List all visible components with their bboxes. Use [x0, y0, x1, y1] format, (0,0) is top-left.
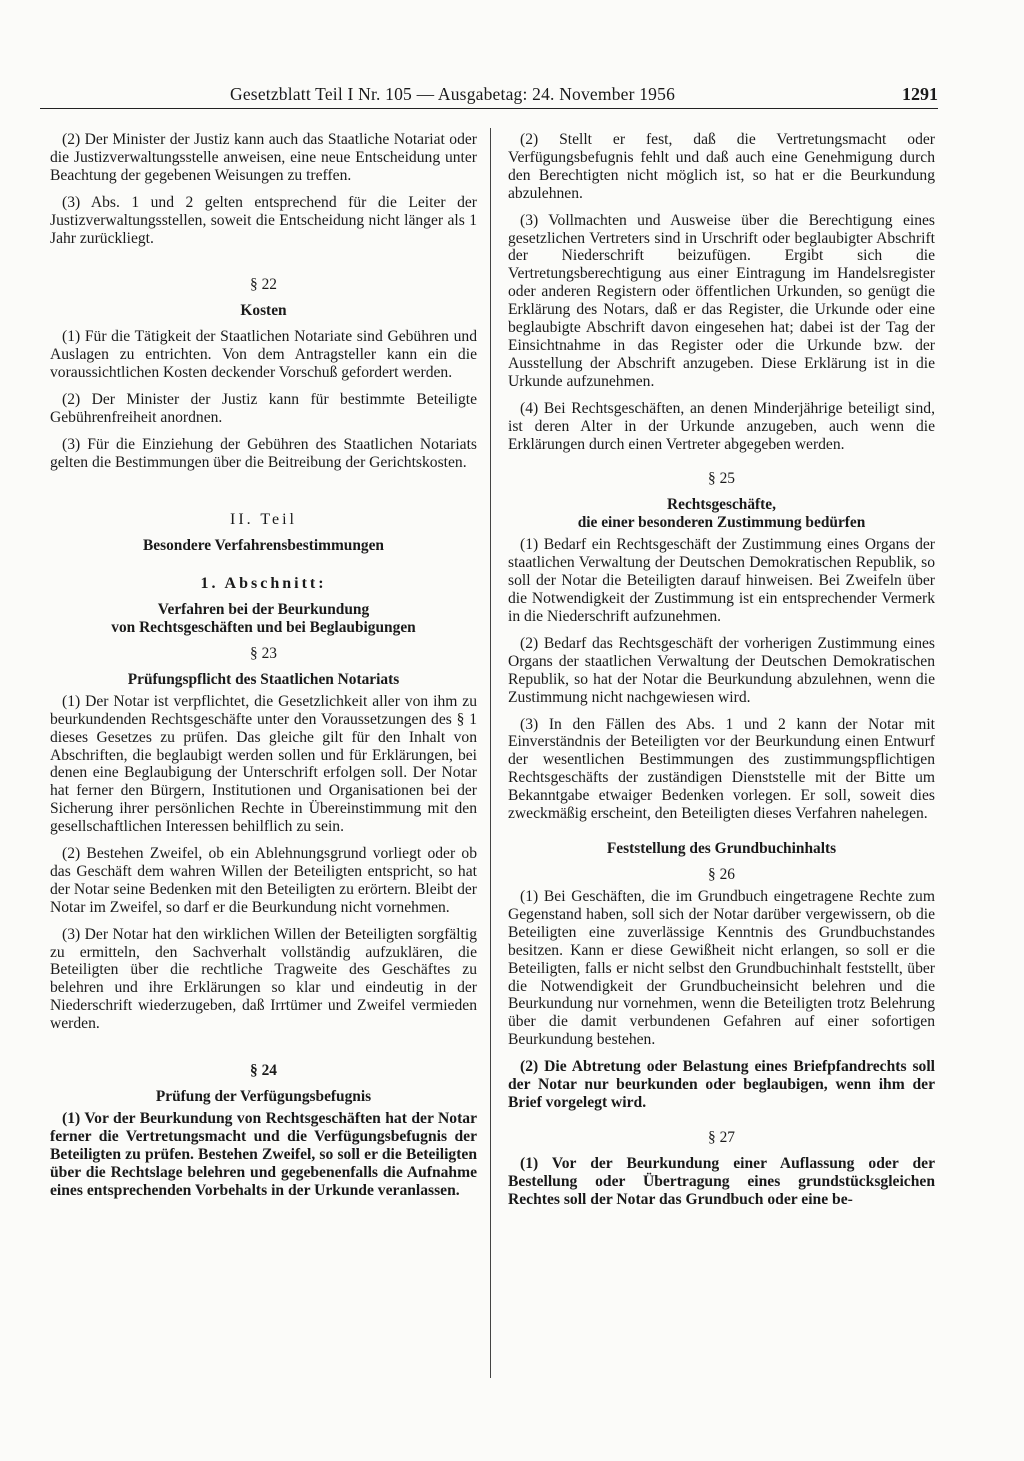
paragraph: (3) Für die Einziehung der Gebühren des Staatlichen Notariats gelten die Bestimmungen über die Beitreibung der Gerichtskosten.	[50, 435, 477, 471]
section-number: § 27	[708, 1128, 735, 1146]
paragraph: (3) Abs. 1 und 2 gelten entsprechend für die Leiter der Justizverwaltungsstellen, soweit die Entscheidung nicht länger als 1 Jahr zurückliegt.	[50, 193, 477, 247]
paragraph: (1) Bei Geschäften, die im Grundbuch eingetragene Rechte zum Gegenstand haben, soll sich der Notar darüber vergewissern, ob die Beteiligten eine zuverlässige Kenntnis des Grundbuchstandes besitzen. Kann er diese Gewißheit nicht erlangen, so soll er die Beteiligten, falls er nicht selbst den Grundbuchinhalt feststellt, über die Notwendigkeit der Grundbucheinsicht belehren und die Beurkundung nur vornehmen, wenn die Beteiligten trotz Belehrung über die damit verbundenen Gefahren auf einer sofortigen Beurkundung bestehen.	[508, 888, 935, 1049]
paragraph: (1) Vor der Beurkundung einer Auflassung oder der Bestellung oder Übertragung eines grundstücksgleichen Rechtes soll der Notar das Grundbuch oder eine be-	[508, 1154, 935, 1208]
chapter-title: 1. Abschnitt:	[200, 574, 327, 592]
section-title: Prüfungspflicht des Staatlichen Notariats	[127, 670, 400, 688]
paragraph: (4) Bei Rechtsgeschäften, an denen Minderjährige beteiligt sind, ist deren Alter in der Urkunde anzugeben, auch wenn die Erklärungen durch einen Vertreter abgegeben werden.	[508, 399, 935, 453]
chapter-heading-line: von Rechtsgeschäften und bei Beglaubigungen	[111, 618, 416, 636]
section-title-line: die einer besonderen Zustimmung bedürfen	[577, 514, 866, 532]
paragraph: (2) Der Minister der Justiz kann auch das Staatliche Notariat oder die Justizverwaltungsstelle anweisen, eine neue Entscheidung unter Beachtung der gegebenen Weisungen zu treffen.	[50, 131, 477, 184]
section-number: § 26	[708, 866, 735, 883]
paragraph: (3) In den Fällen des Abs. 1 und 2 kann der Notar mit Einverständnis der Beteiligten vor der Beurkundung einen Entwurf der wesentlichen Bestimmungen des zustimmungspflichtigen Rechtsgeschäfts der zuständigen Dienststelle mit der Bitte um Bekanntgabe etwaiger Bedenken vorlegen. Er soll, soweit dies zweckmäßig erscheint, den Beteiligten dieses Verfahren nahelegen.	[508, 715, 935, 823]
paragraph: (2) Die Abtretung oder Belastung eines Briefpfandrechts soll der Notar nur beurkunden oder beglaubigen, wenn ihm der Brief vorgelegt wird.	[508, 1058, 935, 1111]
subheading: Feststellung des Grundbuchinhalts	[606, 840, 837, 857]
section-title: Prüfung der Verfügungsbefugnis	[155, 1088, 372, 1106]
paragraph: (1) Vor der Beurkundung von Rechtsgeschäften hat der Notar ferner die Vertretungsmacht und die Verfügungsbefugnis der Beteiligten zu prüfen. Bestehen Zweifel, so soll er die Beteiligten über die Rechtslage belehren und gegebenenfalls die Aufnahme eines entsprechenden Vorbehalts in der Urkunde veranlassen.	[50, 1110, 477, 1199]
paragraph: (2) Stellt er fest, daß die Vertretungsmacht oder Verfügungsbefugnis fehlt und daß auch eine Genehmigung durch den Berechtigten nicht möglich ist, so hat er die Beurkundung abzulehnen.	[508, 131, 935, 202]
paragraph: (3) Vollmachten und Ausweise über die Berechtigung eines gesetzlichen Vertreters sind in Urschrift oder beglaubigter Abschrift der Niederschrift beizufügen. Ergibt sich die Vertretungsberechtigung aus einer Eintragung im Handelsregister oder anderen Registern oder öffentlichen Urkunden, so genügt die Erklärung des Notars, daß er das Register, die Urkunde oder eine beglaubigte Abschrift davon eingesehen hat; dabei ist der Tag der Einsichtnahme in das Register oder die Urkunde bzw. der Ausstellung der Abschrift anzugeben. Diese Erklärung ist in die Urkunde aufzunehmen.	[508, 211, 935, 390]
running-title: Gesetzblatt Teil I Nr. 105 — Ausgabetag: 24. November 1956	[230, 84, 676, 104]
section-number: § 22	[250, 276, 277, 294]
page-header	[40, 84, 938, 110]
paragraph: (1) Bedarf ein Rechtsgeschäft der Zustimmung eines Organs der staatlichen Verwaltung der Deutschen Demokratischen Republik, so soll der Notar die Beteiligten darauf hinweisen. Bei Zweifeln über die Notwendigkeit der Zustimmung ist ein entsprechender Vermerk in die Niederschrift aufzunehmen.	[508, 536, 935, 626]
paragraph: (2) Bedarf das Rechtsgeschäft der vorherigen Zustimmung eines Organs der staatlichen Verwaltung der Deutschen Demokratischen Republik, so hat der Notar die Beurkundung abzulehnen, wenn die Zustimmung nicht nachgewiesen wird.	[508, 634, 935, 706]
section-number: § 23	[250, 644, 277, 662]
paragraph: (1) Für die Tätigkeit der Staatlichen Notariate sind Gebühren und Auslagen zu entrichten. Von dem Antragsteller kann ein die voraussichtlichen Kosten deckender Vorschuß gefordert werden.	[50, 328, 477, 382]
section-number: § 25	[708, 470, 735, 488]
section-title-line: Rechtsgeschäfte,	[667, 496, 776, 514]
chapter-heading-line: Verfahren bei der Beurkundung	[157, 600, 370, 618]
paragraph: (2) Bestehen Zweifel, ob ein Ablehnungsgrund vorliegt oder ob das Geschäft dem wahren Willen der Beteiligten entspricht, so hat der Notar seine Bedenken mit den Beteiligten zu erörtern. Bleibt der Notar im Zweifel, so darf er die Beurkundung nicht vornehmen.	[50, 845, 477, 916]
part-title: II. Teil	[229, 510, 297, 528]
section-number: § 24	[250, 1062, 277, 1080]
left-column	[50, 131, 477, 1209]
header-rule	[40, 108, 938, 109]
part-subtitle: Besondere Verfahrensbestimmungen	[143, 536, 384, 554]
paragraph: (3) Der Notar hat den wirklichen Willen der Beteiligten sorgfältig zu ermitteln, den Sachverhalt vollständig aufzuklären, die Beteiligten über die rechtliche Tragweite des Geschäftes zu belehren und ihre Erklärungen so klar und eindeutig in der Niederschrift wiederzugeben, daß Irrtümer und Zweifel vermieden werden.	[50, 925, 477, 1033]
right-column	[508, 131, 935, 1218]
paragraph: (2) Der Minister der Justiz kann für bestimmte Beteiligte Gebührenfreiheit anordnen.	[50, 391, 477, 427]
paragraph: (1) Der Notar ist verpflichtet, die Gesetzlichkeit aller von ihm zu beurkundenden Rechtsgeschäfte unter den Voraussetzungen des § 1 dieses Gesetzes zu prüfen. Das gleiche gilt für den Inhalt von Abschriften, die beglaubigt werden sollen und für Erklärungen, bei denen eine Beglaubigung der Unterschrift erfolgen soll. Der Notar hat ferner den Bürgern, Institutionen und Organisationen bei der Sicherung ihrer persönlichen Rechte in Übereinstimmung mit den gesellschaftlichen Interessen behilflich zu sein.	[50, 692, 477, 836]
section-title: Kosten	[240, 302, 287, 320]
column-divider	[490, 128, 491, 1378]
page-number: 1291	[902, 84, 938, 104]
